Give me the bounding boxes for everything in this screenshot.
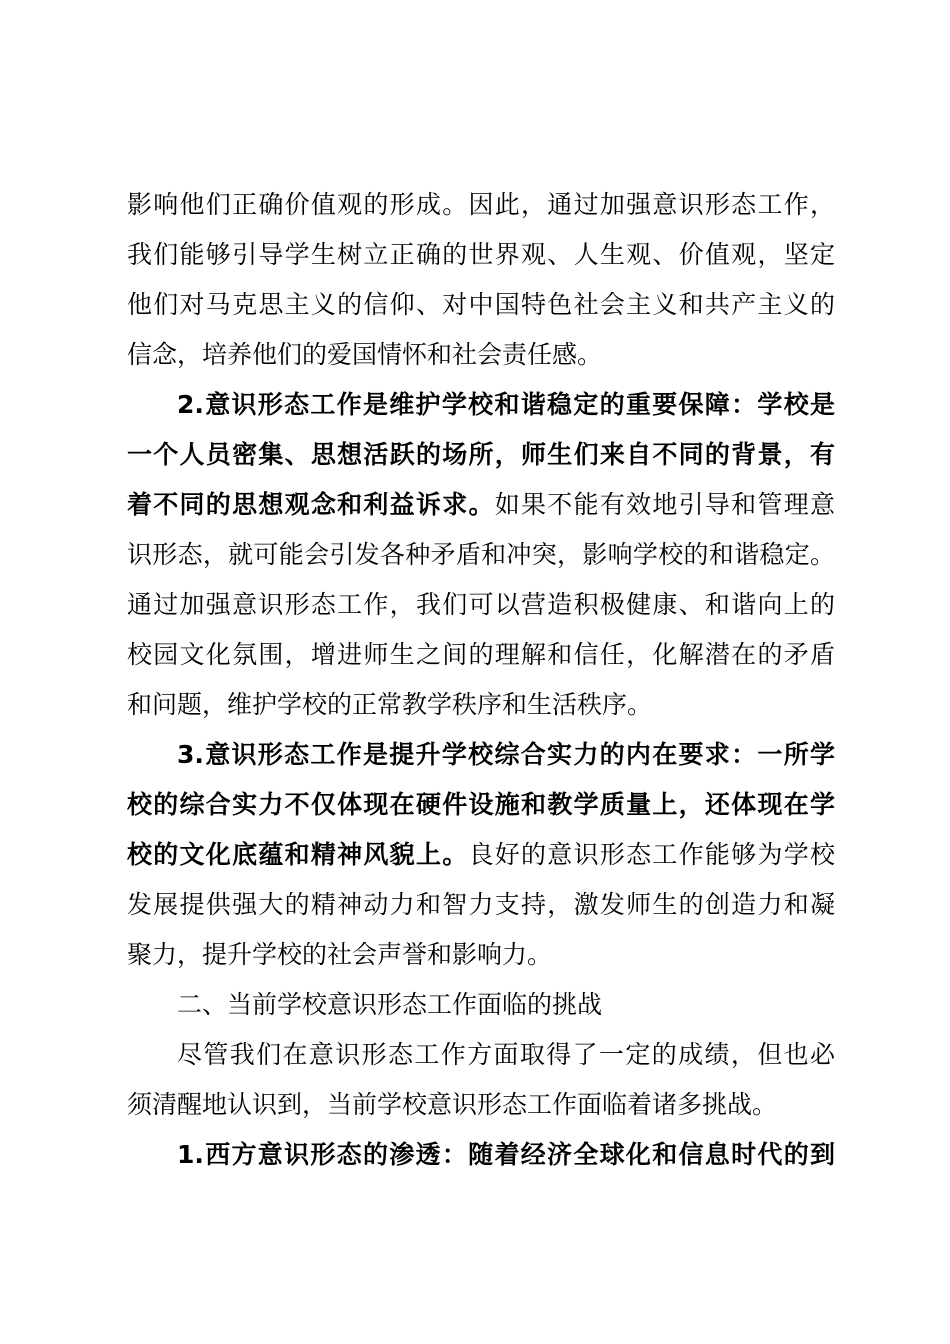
text-line <box>127 180 835 230</box>
bold-heading-run: 3.意识形态工作是提升学校综合实力的内在要求：一所学 <box>177 740 835 769</box>
text-run: 信念，培养他们的爱国情怀和社会责任感。 <box>127 340 603 369</box>
bold-heading-run: 校的综合实力不仅体现在硬件设施和教学质量上，还体现在学 <box>127 790 835 819</box>
text-line <box>127 1130 835 1180</box>
text-run: 他们对马克思主义的信仰、对中国特色社会主义和共产主义的 <box>127 290 835 319</box>
text-run: 聚力，提升学校的社会声誉和影响力。 <box>127 940 553 969</box>
text-line <box>127 880 835 930</box>
text-run: 二、当前学校意识形态工作面临的挑战 <box>177 990 603 1019</box>
text-line <box>127 530 835 580</box>
text-line <box>127 480 835 530</box>
text-run: 校园文化氛围，增进师生之间的理解和信任，化解潜在的矛盾 <box>127 640 835 669</box>
text-run: 识形态，就可能会引发各种矛盾和冲突，影响学校的和谐稳定。 <box>127 540 835 569</box>
text-run: 我们能够引导学生树立正确的世界观、人生观、价值观，坚定 <box>127 240 835 269</box>
bold-heading-run: 一个人员密集、思想活跃的场所，师生们来自不同的背景，有 <box>127 440 835 469</box>
text-line <box>127 380 835 430</box>
paragraph-values-formation <box>127 180 835 380</box>
text-run: 和问题，维护学校的正常教学秩序和生活秩序。 <box>127 690 653 719</box>
text-line <box>127 330 835 380</box>
bold-heading-run: 着不同的思想观念和利益诉求。 <box>127 490 495 519</box>
text-run: 如果不能有效地引导和管理意 <box>494 490 835 519</box>
text-run: 通过加强意识形态工作，我们可以营造积极健康、和谐向上的 <box>127 590 835 619</box>
text-line <box>127 430 835 480</box>
bold-heading-run: 1.西方意识形态的渗透：随着经济全球化和信息时代的到 <box>177 1140 835 1169</box>
text-line <box>127 630 835 680</box>
text-run: 影响他们正确价值观的形成。因此，通过加强意识形态工作， <box>127 190 835 219</box>
section-heading-challenges <box>127 980 835 1030</box>
text-line <box>127 930 835 980</box>
paragraph-challenges-intro <box>127 1030 835 1130</box>
text-line <box>127 230 835 280</box>
bold-heading-run: 2.意识形态工作是维护学校和谐稳定的重要保障：学校是 <box>177 390 835 419</box>
text-run: 尽管我们在意识形态工作方面取得了一定的成绩，但也必 <box>177 1040 835 1069</box>
text-line <box>127 730 835 780</box>
text-line <box>127 1030 835 1080</box>
text-line <box>127 280 835 330</box>
text-line <box>127 680 835 730</box>
text-line <box>127 780 835 830</box>
paragraph-western-ideology <box>127 1130 835 1180</box>
bold-heading-run: 校的文化底蕴和精神风貌上。 <box>127 840 469 869</box>
paragraph-harmony-stability <box>127 380 835 730</box>
document-body <box>127 180 835 1180</box>
text-run: 良好的意识形态工作能够为学校 <box>468 840 835 869</box>
paragraph-comprehensive-strength <box>127 730 835 980</box>
section-heading <box>127 980 835 1030</box>
text-run: 发展提供强大的精神动力和智力支持，激发师生的创造力和凝 <box>127 890 835 919</box>
text-run: 须清醒地认识到，当前学校意识形态工作面临着诸多挑战。 <box>127 1090 778 1119</box>
text-line <box>127 1080 835 1130</box>
text-line <box>127 580 835 630</box>
text-line <box>127 830 835 880</box>
